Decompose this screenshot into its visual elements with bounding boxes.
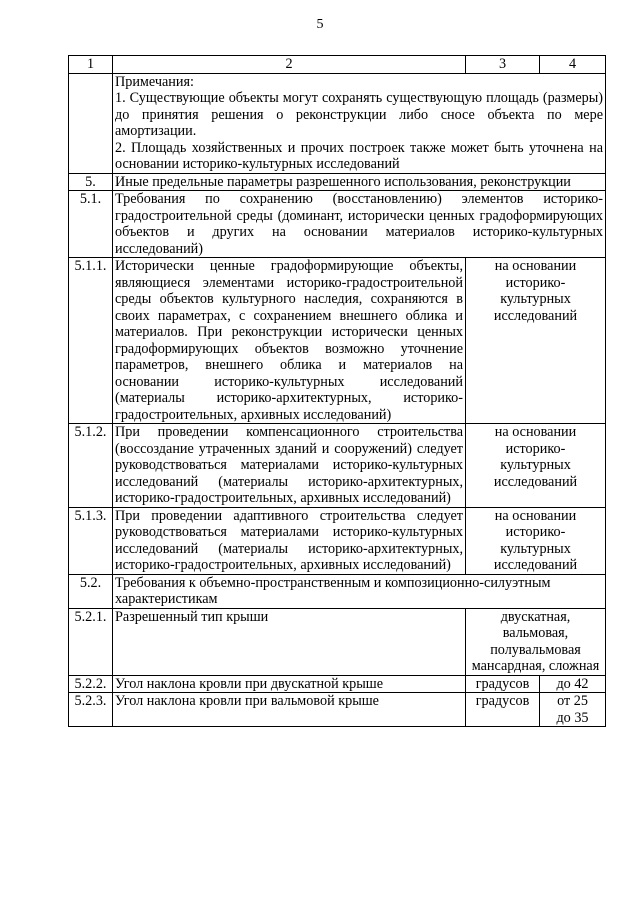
row-text: Требования к объемно-пространственным и композиционно-силуэтным характеристикам	[113, 574, 606, 608]
row-value: двускатная, вальмовая, полувальмовая мансардная, сложная	[466, 608, 606, 675]
row-number: 5.1.1.	[69, 258, 113, 424]
header-cell: 2	[113, 56, 466, 74]
table-row	[69, 424, 606, 508]
row-number: 5.2.3.	[69, 693, 113, 727]
row-value: на основании историко- культурных исследований	[466, 507, 606, 574]
header-cell: 3	[466, 56, 540, 74]
page-number: 5	[316, 17, 324, 32]
row-number: 5.	[69, 173, 113, 191]
table-row	[69, 191, 606, 258]
row-number: 5.2.	[69, 574, 113, 608]
table-row	[69, 608, 606, 675]
regulations-table	[68, 55, 606, 727]
note-item: 1. Существующие объекты могут сохранять существующую площадь (размеры) до принятия решения о реконструкции либо сносе объекта по мере амортизации.	[115, 90, 603, 139]
row-value: на основании историко- культурных исследований	[466, 424, 606, 508]
row-text: При проведении компенсационного строительства (воссоздание утраченных зданий и сооружений) следует руководствоваться материалами историко-культурных исследований (материалы историко-архитектурных, историко-градостроительных, архивных исследований)	[113, 424, 466, 508]
table-row	[69, 693, 606, 727]
row-text: Угол наклона кровли при вальмовой крыше	[113, 693, 466, 727]
row-number: 5.2.1.	[69, 608, 113, 675]
table-row	[69, 675, 606, 693]
row-value: от 25 до 35	[540, 693, 606, 727]
table-row	[69, 574, 606, 608]
row-unit: градусов	[466, 693, 540, 727]
row-text: Требования по сохранению (восстановлению) элементов историко-градостроительной среды (доминант, исторически ценных градоформирующих объектов и других на основании материалов историко-культурных исследований)	[113, 191, 606, 258]
header-cell: 1	[69, 56, 113, 74]
notes-title: Примечания:	[115, 73, 194, 90]
note-item: 2. Площадь хозяйственных и прочих построек также может быть уточнена на основании историко-культурных исследований	[115, 139, 603, 172]
table-header-row	[69, 56, 606, 74]
notes-row	[69, 73, 606, 173]
row-text: При проведении адаптивного строительства следует руководствоваться материалами историко-культурных исследований (материалы историко-архитектурных, историко-градостроительных, архивных исследований)	[113, 507, 466, 574]
row-number: 5.2.2.	[69, 675, 113, 693]
row-text: Исторически ценные градоформирующие объекты, являющиеся элементами историко-градостроительной среды объектов культурного наследия, сохраняются в своих параметрах, с сохранением внешнего облика и материалов. При реконструкции исторически ценных градоформирующих объектов возможно уточнение параметров, внешнего облика и материалов на основании историко-культурных исследований (материалы историко-архитектурных, историко-градостроительных, архивных исследований)	[113, 258, 466, 424]
row-text: Иные предельные параметры разрешенного использования, реконструкции	[113, 173, 606, 191]
row-unit: градусов	[466, 675, 540, 693]
row-value: до 42	[540, 675, 606, 693]
row-number: 5.1.	[69, 191, 113, 258]
row-text: Угол наклона кровли при двускатной крыше	[113, 675, 466, 693]
notes-cell	[113, 73, 606, 173]
table-row	[69, 507, 606, 574]
table-row	[69, 173, 606, 191]
row-value: на основании историко- культурных исследований	[466, 258, 606, 424]
header-cell: 4	[540, 56, 606, 74]
row-number: 5.1.2.	[69, 424, 113, 508]
row-text: Разрешенный тип крыши	[113, 608, 466, 675]
row-number: 5.1.3.	[69, 507, 113, 574]
table-row	[69, 258, 606, 424]
